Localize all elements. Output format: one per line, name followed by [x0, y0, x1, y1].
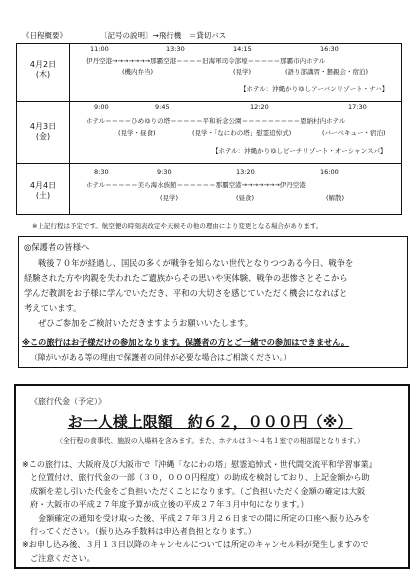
price-notes: [22, 458, 406, 565]
stop-note: (見学): [160, 194, 179, 202]
price-title: 《旅行代金（予定）》: [30, 397, 106, 406]
time-label: 14:15: [233, 45, 252, 53]
time-label: 13:30: [166, 45, 185, 53]
schedule-footnote: ※上記行程は予定です。航空便の時刻表改定や天候その他の理由により変更となる場合があります。: [32, 222, 323, 230]
price-note-line: ご注意ください。: [30, 552, 95, 563]
notice-line: 経験された方や肉親を失われたご遺族からその思いや実体験、戦争の悲惨さとそこから: [24, 273, 348, 283]
time-label: 8:30: [94, 168, 109, 176]
notice-body: [24, 256, 404, 331]
stop-note: (見学・昼食): [118, 129, 156, 137]
stop-note: (見学): [233, 68, 252, 76]
day-date: 4月2日: [29, 60, 57, 69]
time-label: 9:00: [94, 103, 109, 111]
route-line: ホテル＝＝＝＝ひめゆりの塔＝＝＝＝＝平和祈念公園＝＝＝＝＝＝＝＝＝恩納村内ホテル: [86, 117, 346, 125]
price-note-line: ※お申し込み後、３月１３日以降のキャンセルについては所定のキャンセル料が発生しますので: [22, 539, 369, 550]
price-note-line: 行ってください。（振り込み手数料は申込者負担となります。）: [30, 526, 256, 537]
price-note-line: 府・大阪市の平成２７年度予算が成立後の平成２７年３月中旬になります。）: [30, 499, 309, 510]
notice-heading: ◎保護者の皆様へ: [24, 242, 90, 252]
day-date: 4月4日: [29, 181, 57, 190]
route-line: ホテル＝＝＝＝＝美ら海水族館＝＝＝＝＝＝那覇空港→→→→→→→伊丹空港: [86, 181, 306, 189]
schedule-title: 《日程概要》: [22, 31, 67, 40]
legend: 〔記号の説明〕→飛行機 ＝貸切バス: [100, 31, 227, 40]
time-label: 13:20: [236, 168, 255, 176]
price-note-line: 成額を差し引いた代金をご負担いただくことになります。（ご負担いただく金額の確定は大阪: [30, 485, 366, 496]
notice-line: 戦後７０年が経過し、国民の多くが戦争を知らない世代となりつつある今日、戦争を: [38, 258, 354, 268]
notice-line: 考えています。: [24, 303, 82, 313]
price-note-line: 金額確定の通知を受け取った後、平成２７年３月２６日までの間に所定の口座へ振り込みを: [38, 512, 370, 523]
time-label: 11:00: [90, 45, 109, 53]
day-weekday: (木): [35, 70, 51, 79]
time-label: 17:30: [348, 103, 367, 111]
day-date: 4月3日: [29, 122, 57, 131]
time-label: 16:30: [320, 45, 339, 53]
price-sub: （全行程の食事代、施設の入場料を含みます。また、ホテルは３～４名１室での相部屋となります。）: [56, 437, 364, 445]
notice-line: 学んだ教訓をお子様に学んでいただき、平和の大切さを感じていただく機会になればと: [24, 288, 348, 298]
day-weekday: (金): [35, 132, 51, 141]
time-label: 12:20: [250, 103, 269, 111]
hotel-note: 【ホテル：沖縄かりゆしアーバンリゾート・ナハ】: [240, 85, 389, 93]
stop-note: (語り部講習・懇親会・宿泊): [285, 68, 369, 76]
stop-note: (解散): [326, 194, 345, 202]
route-line: 伊丹空港→→→→→→→那覇空港＝＝＝＝旧海軍司令部壕＝＝＝＝＝那覇市内ホテル: [86, 57, 326, 65]
price-headline: お一人様上限額 約６２，０００円（※）: [67, 413, 353, 431]
stop-note: (昼食): [236, 194, 255, 202]
notice-warning-sub: （障がいがある等の理由で保護者の同伴が必要な場合はご相談ください。）: [30, 353, 292, 362]
stop-note: (バーベキュー・宿泊): [322, 129, 386, 137]
day-weekday: (土): [35, 191, 51, 200]
hotel-note: 【ホテル：沖縄かりゆしビーチリゾート・オーシャンスパ】: [212, 147, 387, 155]
stop-note: (見学・「なにわの塔」慰霊追悼式): [192, 129, 292, 137]
notice-line: ぜひご参加をご検討いただきますようお願いいたします。: [38, 318, 254, 328]
stop-note: (機内弁当): [122, 68, 154, 76]
notice-warning: ※この旅行はお子様だけの参加となります。保護者の方とご一緒での参加はできません。: [22, 337, 350, 347]
price-note-line: ※この旅行は、大阪府及び大阪市で『沖縄「なにわの塔」慰霊追悼式・世代間交流平和学習事業』: [22, 459, 377, 469]
time-label: 9:30: [157, 168, 172, 176]
time-label: 9:45: [155, 103, 170, 111]
time-label: 16:00: [320, 168, 339, 176]
price-note-line: と位置付け、旅行代金の一部（３０，０００円程度）の助成を検討しており、上記金額から助: [30, 472, 370, 483]
